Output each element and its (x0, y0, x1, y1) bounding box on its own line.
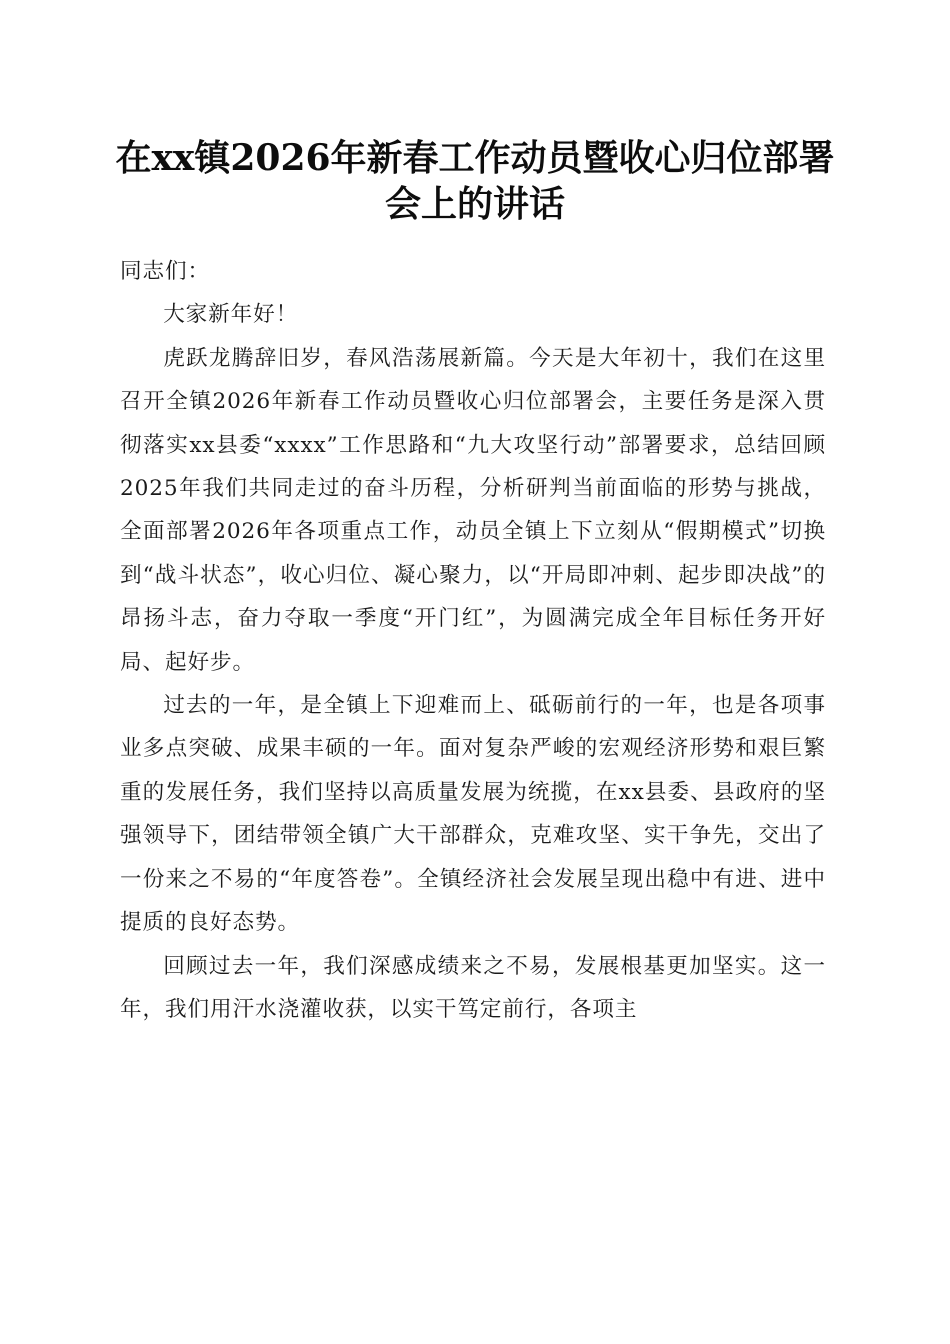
paragraph-greeting: 大家新年好！ (163, 302, 299, 328)
paragraph-achievements: 回顾过去一年，我们深感成绩来之不易，发展根基更加坚实。这一年，我们用汗水浇灌收获，以实干笃定前行，各项主 (120, 953, 826, 1022)
title-line-2: 会上的讲话 (384, 183, 565, 225)
page-title (110, 135, 840, 227)
paragraph-review: 过去的一年，是全镇上下迎难而上、砥砺前行的一年，也是各项事业多点突破、成果丰硕的一年。面对复杂严峻的宏观经济形势和艰巨繁重的发展任务，我们坚持以高质量发展为统揽，在xx县委、县政府的坚强领导下，团结带领全镇广大干部群众，克难攻坚、实干争先，交出了一份来之不易的“年度答卷”。全镇经济社会发展呈现出稳中有进、进中提质的良好态势。 (120, 693, 826, 936)
document-body (120, 250, 826, 1031)
salutation: 同志们： (120, 259, 210, 284)
paragraph-opening: 虎跃龙腾辞旧岁，春风浩荡展新篇。今天是大年初十，我们在这里召开全镇2026年新春工作动员暨收心归位部署会，主要任务是深入贯彻落实xx县委“xxxx”工作思路和“九大攻坚行动”部署要求，总结回顾2025年我们共同走过的奋斗历程，分析研判当前面临的形势与挑战，全面部署2026年各项重点工作，动员全镇上下立刻从“假期模式”切换到“战斗状态”，收心归位、凝心聚力，以“开局即冲刺、起步即决战”的昂扬斗志，奋力夺取一季度“开门红”，为圆满完成全年目标任务开好局、起好步。 (120, 345, 826, 675)
title-line-1: 在xx镇2026年新春工作动员暨收心归位部署 (115, 137, 835, 179)
